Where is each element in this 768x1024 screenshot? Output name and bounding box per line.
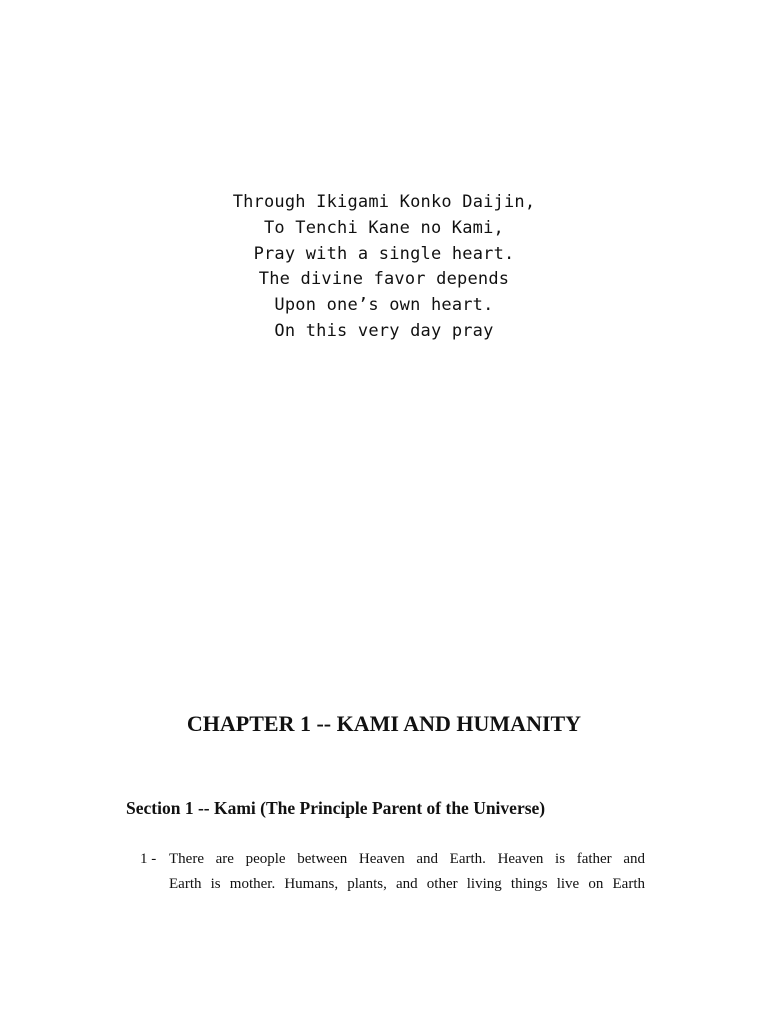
entry-number: 1 - — [140, 851, 157, 867]
poem-line: On this very day pray — [274, 320, 494, 341]
chapter-title: CHAPTER 1 -- KAMI AND HUMANITY — [186, 711, 582, 736]
poem-line: To Tenchi Kane no Kami, — [263, 217, 504, 238]
poem-line: Pray with a single heart. — [253, 243, 515, 264]
entry-line: Earth is mother. Humans, plants, and other living things live on Earth — [169, 876, 645, 892]
opening-prayer-poem — [0, 190, 768, 345]
entry-text — [169, 847, 645, 897]
poem-line: Upon one’s own heart. — [274, 295, 494, 316]
section-title: Section 1 -- Kami (The Principle Parent of the Universe) — [126, 798, 546, 818]
poem-line: Through Ikigami Konko Daijin, — [232, 192, 536, 212]
poem-line: The divine favor depends — [258, 269, 510, 290]
entry-line: There are people between Heaven and Earth. Heaven is father and — [169, 851, 645, 867]
